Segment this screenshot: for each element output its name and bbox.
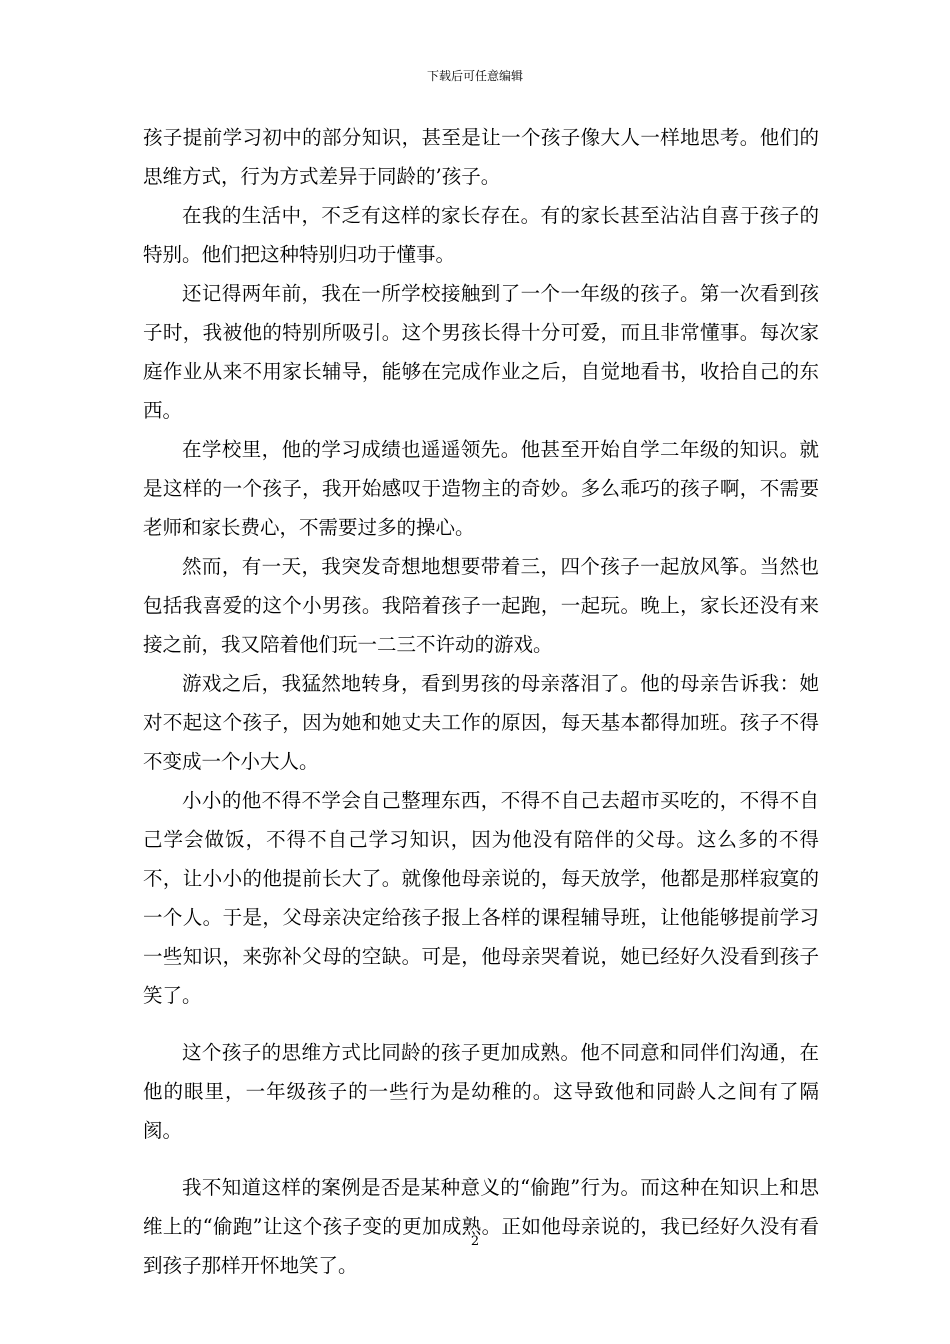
document-body [143, 118, 819, 1285]
paragraph-8: 这个孩子的思维方式比同龄的孩子更加成熟。他不同意和同伴们沟通，在他的眼里，一年级孩子的一些行为是幼稚的。这导致他和同龄人之间有了隔阂。 [143, 1041, 819, 1142]
paragraph-3: 还记得两年前，我在一所学校接触到了一个一年级的孩子。第一次看到孩子时，我被他的特别所吸引。这个男孩长得十分可爱，而且非常懂事。每次家庭作业从来不用家长辅导，能够在完成作业之后，自觉地看书，收拾自己的东西。 [143, 282, 819, 422]
paragraph-4: 在学校里，他的学习成绩也遥遥领先。他甚至开始自学二年级的知识。就是这样的一个孩子，我开始感叹于造物主的奇妙。多么乖巧的孩子啊，不需要老师和家长费心，不需要过多的操心。 [143, 438, 819, 539]
paragraph-6: 游戏之后，我猛然地转身，看到男孩的母亲落泪了。他的母亲告诉我：她对不起这个孩子，因为她和她丈夫工作的原因，每天基本都得加班。孩子不得不变成一个小大人。 [143, 672, 819, 773]
paragraph-1: 孩子提前学习初中的部分知识，甚至是让一个孩子像大人一样地思考。他们的思维方式，行为方式差异于同龄的’孩子。 [143, 126, 819, 188]
paragraph-5: 然而，有一天，我突发奇想地想要带着三，四个孩子一起放风筝。当然也包括我喜爱的这个小男孩。我陪着孩子一起跑，一起玩。晚上，家长还没有来接之前，我又陪着他们玩一二三不许动的游戏。 [143, 555, 819, 656]
paragraph-2: 在我的生活中，不乏有这样的家长存在。有的家长甚至沾沾自喜于孩子的特别。他们把这种特别归功于懂事。 [143, 204, 819, 266]
paragraph-7: 小小的他不得不学会自己整理东西，不得不自己去超市买吃的，不得不自己学会做饭，不得不自己学习知识，因为他没有陪伴的父母。这么多的不得不，让小小的他提前长大了。就像他母亲说的，每天放学，他都是那样寂寞的一个人。于是，父母亲决定给孩子报上各样的课程辅导班，让他能够提前学习一些知识，来弥补父母的空缺。可是，他母亲哭着说，她已经好久没看到孩子笑了。 [143, 789, 819, 1007]
page-number: 2 [470, 1234, 480, 1249]
page-header: 下载后可任意编辑 [426, 69, 523, 83]
paragraph-9: 我不知道这样的案例是否是某种意义的“偷跑”行为。而这种在知识上和思维上的“偷跑”让这个孩子变的更加成熟。正如他母亲说的，我已经好久没有看到孩子那样开怀地笑了。 [143, 1176, 819, 1277]
